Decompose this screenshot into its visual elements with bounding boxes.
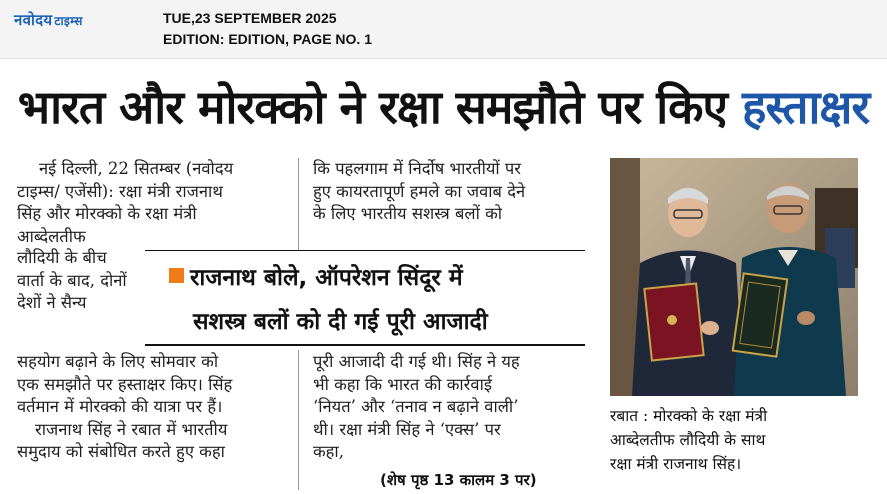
subheadline-line1 <box>169 258 463 298</box>
caption-line: रक्षा मंत्री राजनाथ सिंह। <box>610 455 742 473</box>
edition-info <box>163 8 372 50</box>
body-line: कहा, <box>313 442 344 462</box>
article-col1-top <box>17 158 282 248</box>
column-divider <box>298 158 299 250</box>
body-line: वार्ता के बाद, दोनों <box>17 270 127 290</box>
masthead-bar <box>0 0 887 59</box>
subhead-rule-top <box>145 250 585 251</box>
caption-line: आब्देलतीफ लौदियी के साथ <box>610 431 766 449</box>
headline-text: भारत और मोरक्को ने रक्षा समझौते पर किए <box>17 80 727 134</box>
article-col1-narrow <box>17 247 137 315</box>
newspaper-logo[interactable] <box>14 10 83 30</box>
subheadline-box <box>163 256 583 346</box>
article-col2-bottom <box>313 351 583 464</box>
subheadline-text: राजनाथ बोले, ऑपरेशन सिंदूर में <box>190 265 463 291</box>
body-line: पूरी आजादी दी गई थी। सिंह ने यह <box>313 352 520 371</box>
column-divider <box>298 350 299 490</box>
body-line: कि पहलगाम में निर्दोष भारतीयों पर <box>313 159 522 178</box>
body-line: समुदाय को संबोधित करते हुए कहा <box>17 442 225 462</box>
body-line: राजनाथ सिंह ने रबात में भारतीय <box>35 419 228 439</box>
body-line: टाइम्स/ एजेंसी): रक्षा मंत्री राजनाथ <box>17 181 223 201</box>
ministers-photo-illustration <box>610 158 858 396</box>
bullet-square-icon <box>169 268 184 283</box>
logo-sub-text: टाइम्स <box>54 14 83 28</box>
edition-label: EDITION: EDITION, PAGE NO. 1 <box>163 31 372 47</box>
article-col2-top <box>313 158 583 226</box>
caption-line: रबात : मोरक्को के रक्षा मंत्री <box>610 407 768 425</box>
logo-main-text: नवोदय <box>14 11 53 29</box>
body-line: भी कहा कि भारत की कार्रवाई <box>313 374 492 394</box>
main-headline <box>0 74 887 140</box>
body-line: लौदियी के बीच <box>17 248 107 267</box>
headline-highlight: हस्ताक्षर <box>741 80 870 134</box>
body-line: सहयोग बढ़ाने के लिए सोमवार को <box>17 352 219 371</box>
news-photo[interactable] <box>610 158 858 396</box>
photo-caption <box>610 404 870 476</box>
continued-note: (शेष पृष्ठ 13 कालम 3 पर) <box>380 471 537 489</box>
subhead-rule-bottom <box>145 344 585 346</box>
body-line: आब्देलतीफ <box>17 226 86 246</box>
publication-date: TUE,23 SEPTEMBER 2025 <box>163 10 337 26</box>
body-line: एक समझौते पर हस्ताक्षर किए। सिंह <box>17 374 233 394</box>
body-line: हुए कायरतापूर्ण हमले का जवाब देने <box>313 181 526 201</box>
body-line: ‘नियत’ और ‘तनाव न बढ़ाने वाली’ <box>313 397 519 417</box>
body-line: देशों ने सैन्य <box>17 293 87 313</box>
body-line: थी। रक्षा मंत्री सिंह ने ‘एक्स’ पर <box>313 419 501 439</box>
body-line: वर्तमान में मोरक्को की यात्रा पर हैं। <box>17 397 223 417</box>
article-col1-bottom <box>17 351 282 464</box>
body-line: नई दिल्ली, 22 सितम्बर (नवोदय <box>39 159 234 178</box>
subheadline-line2: सशस्त्र बलों को दी गई पूरी आजादी <box>193 309 488 335</box>
body-line: सिंह और मोरक्को के रक्षा मंत्री <box>17 204 197 224</box>
body-line: के लिए भारतीय सशस्त्र बलों को <box>313 204 503 224</box>
